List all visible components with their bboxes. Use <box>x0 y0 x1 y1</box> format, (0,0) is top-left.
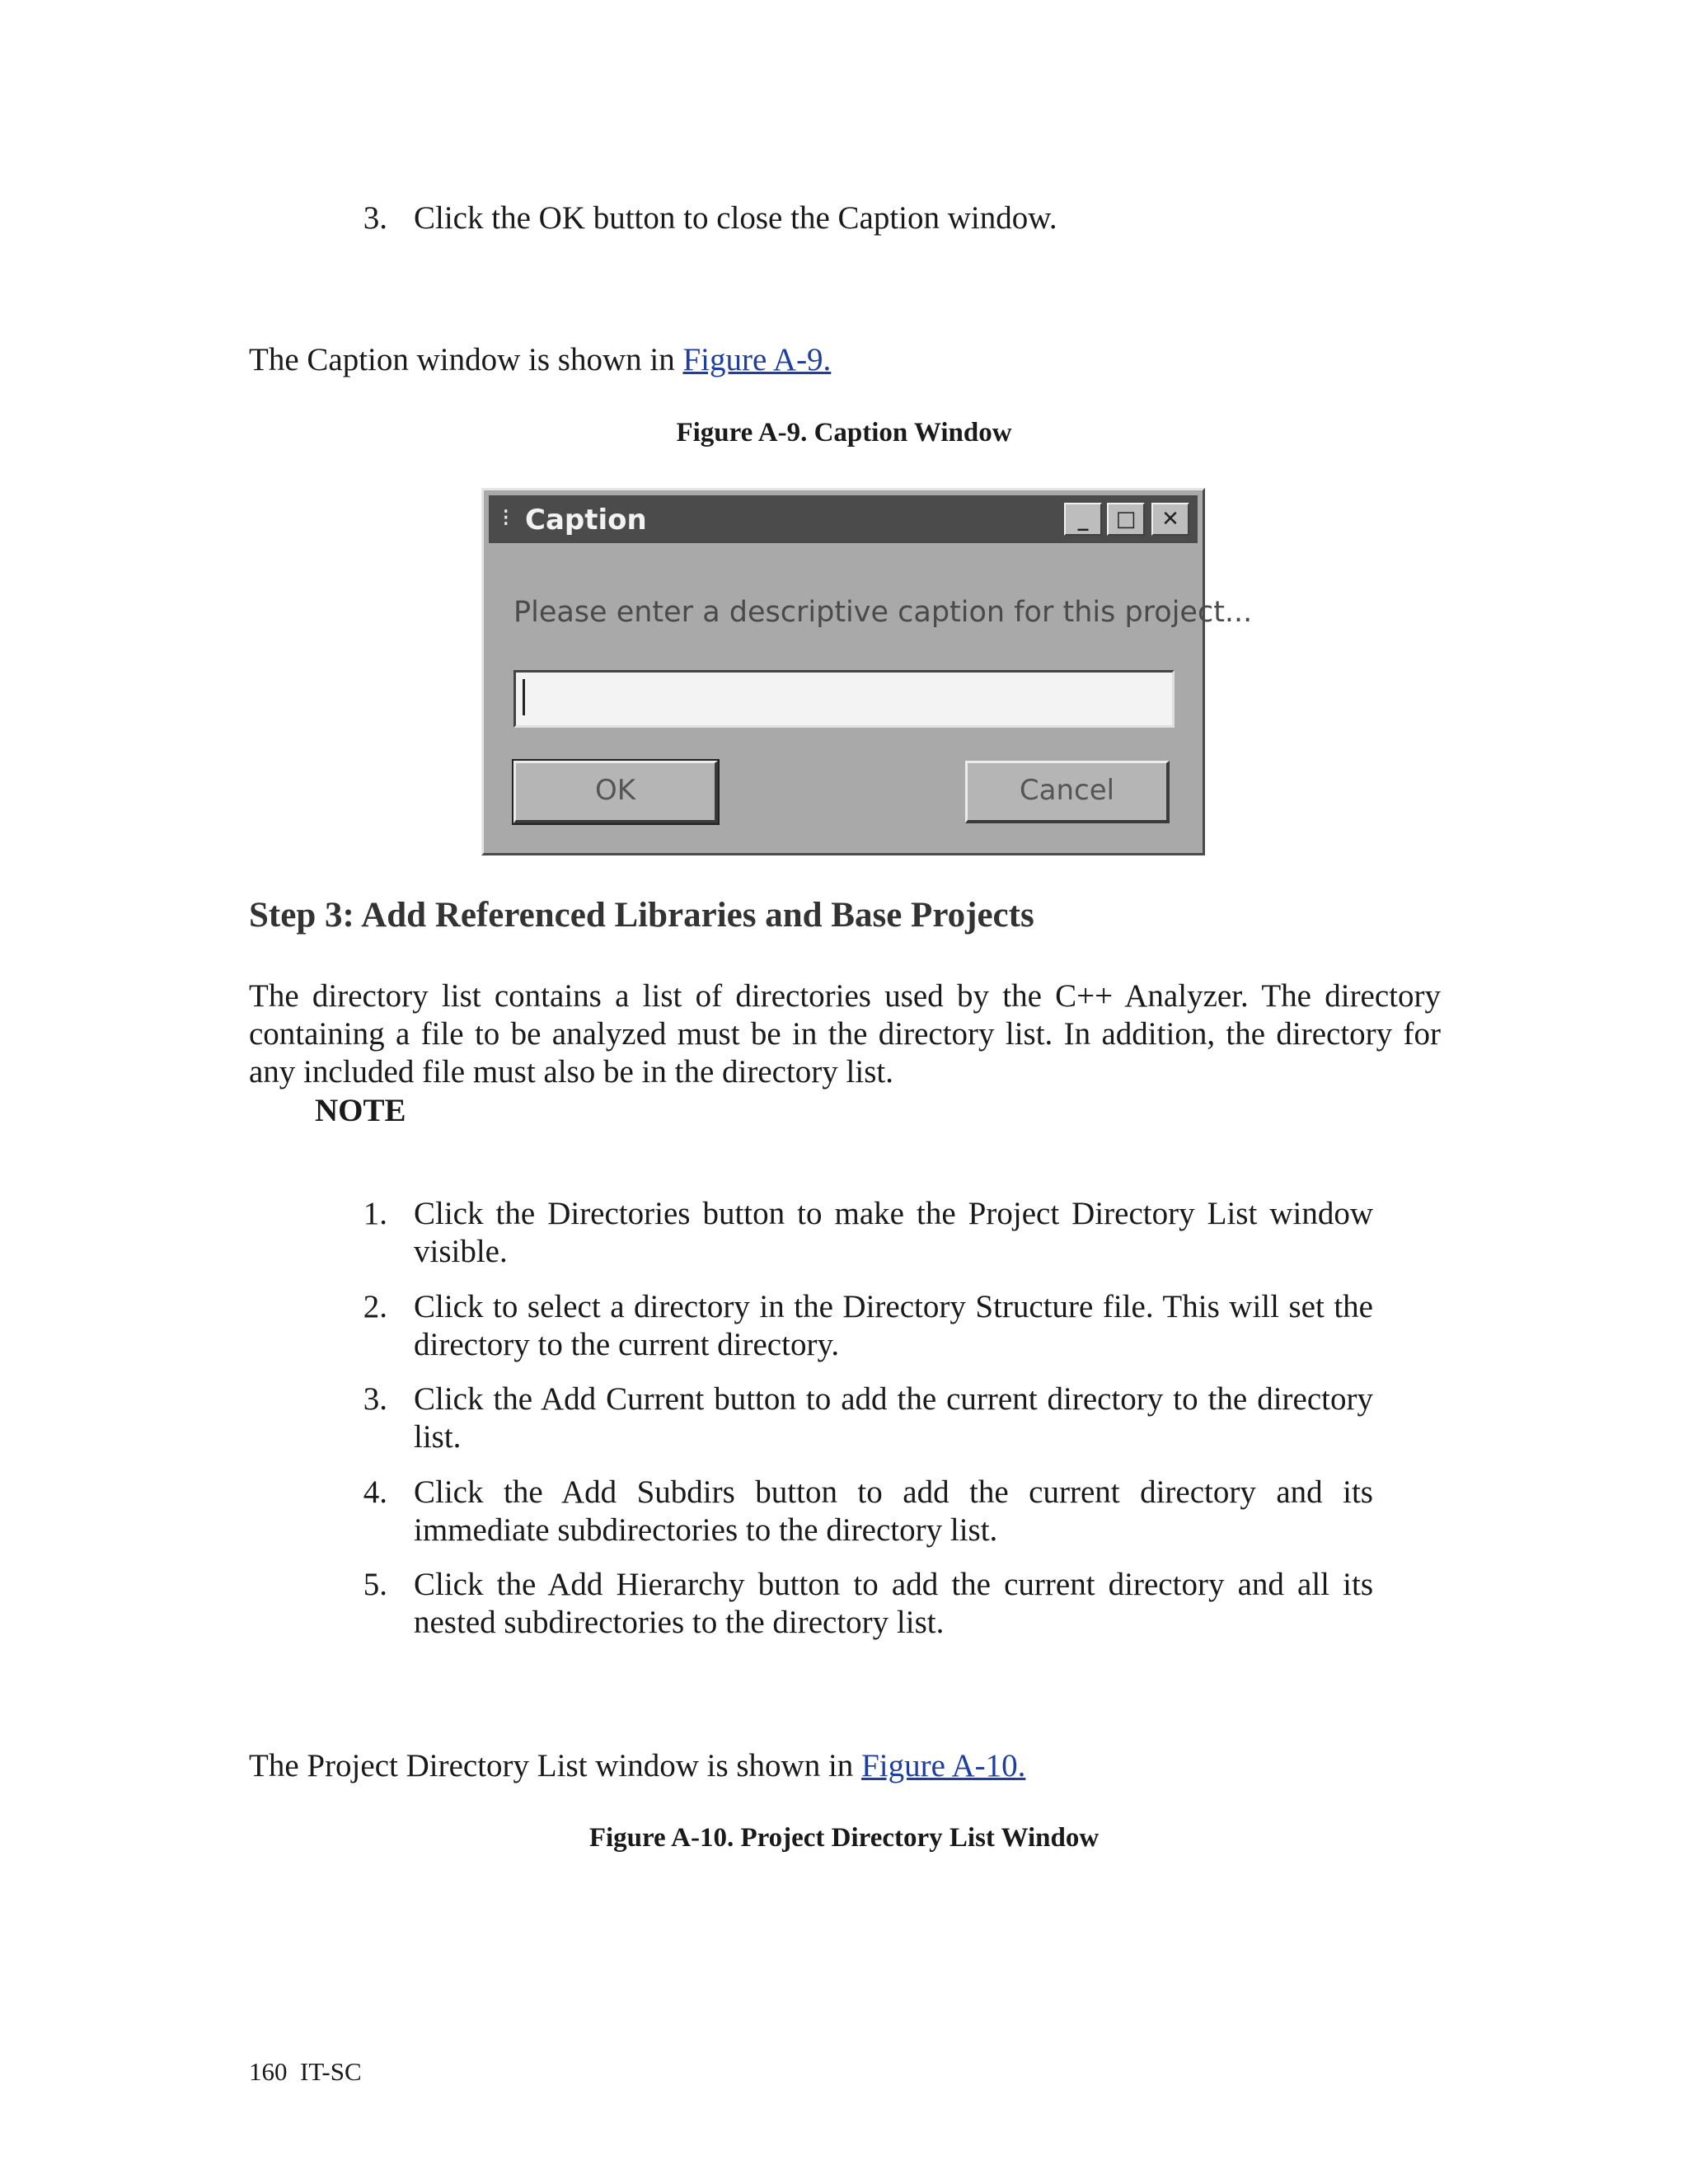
step-number: 4. <box>363 1474 387 1510</box>
step-number: 2. <box>363 1289 387 1324</box>
intro-figure-a9 <box>249 341 831 379</box>
figure-a9-link[interactable]: Figure A-9. <box>682 342 832 377</box>
minimize-button[interactable]: _ <box>1064 503 1102 536</box>
step-number: 1. <box>363 1196 387 1231</box>
intro-figure-a10-text: The Project Directory List window is shown in <box>249 1748 862 1783</box>
step-text: Click to select a directory in the Directory Structure file. This will set the directory to the current directory. <box>414 1289 1373 1362</box>
intro-figure-a9-text: The Caption window is shown in <box>249 342 683 377</box>
step-text: Click the Directories button to make the Project Directory List window visible. <box>414 1196 1373 1269</box>
ok-button[interactable]: OK <box>513 761 718 823</box>
dialog-prompt: Please enter a descriptive caption for this project... <box>513 596 1253 629</box>
intro-figure-a10 <box>249 1747 1025 1785</box>
note-label: NOTE <box>315 1093 406 1128</box>
step-text: Click the Add Hierarchy button to add the current directory and all its nested subdirectories to the directory list. <box>414 1567 1373 1640</box>
figure-a10-link[interactable]: Figure A-10. <box>861 1748 1026 1783</box>
figure-a9-caption: Figure A-9. Caption Window <box>676 418 1012 448</box>
top-step-number: 3. <box>363 200 387 236</box>
step-text: Click the Add Current button to add the current directory to the directory list. <box>414 1381 1373 1455</box>
cancel-button[interactable]: Cancel <box>965 761 1170 823</box>
top-step-text: Click the OK button to close the Caption window. <box>414 200 1057 236</box>
step-number: 3. <box>363 1381 387 1417</box>
page-footer: 160 IT-SC <box>249 2057 362 2086</box>
app-icon: ⁝ <box>502 504 510 532</box>
step-text: Click the Add Subdirs button to add the current directory and its immediate subdirectories to the directory list. <box>414 1474 1373 1548</box>
text-caret <box>523 679 525 715</box>
step-number: 5. <box>363 1567 387 1602</box>
maximize-button[interactable]: □ <box>1107 503 1145 536</box>
close-button[interactable]: ✕ <box>1151 503 1189 536</box>
figure-a10-caption: Figure A-10. Project Directory List Window <box>588 1823 1100 1853</box>
dialog-titlebar[interactable] <box>489 495 1198 543</box>
section-heading: Step 3: Add Referenced Libraries and Base Projects <box>249 896 1034 935</box>
dialog-title: Caption <box>525 504 647 537</box>
intro-paragraph: The directory list contains a list of directories used by the C++ Analyzer. The directory containing a file to be analyzed must be in the directory list. In addition, the directory for any included file must also be in the directory list. <box>249 978 1441 1090</box>
caption-input[interactable] <box>513 670 1175 728</box>
caption-dialog <box>481 488 1253 855</box>
